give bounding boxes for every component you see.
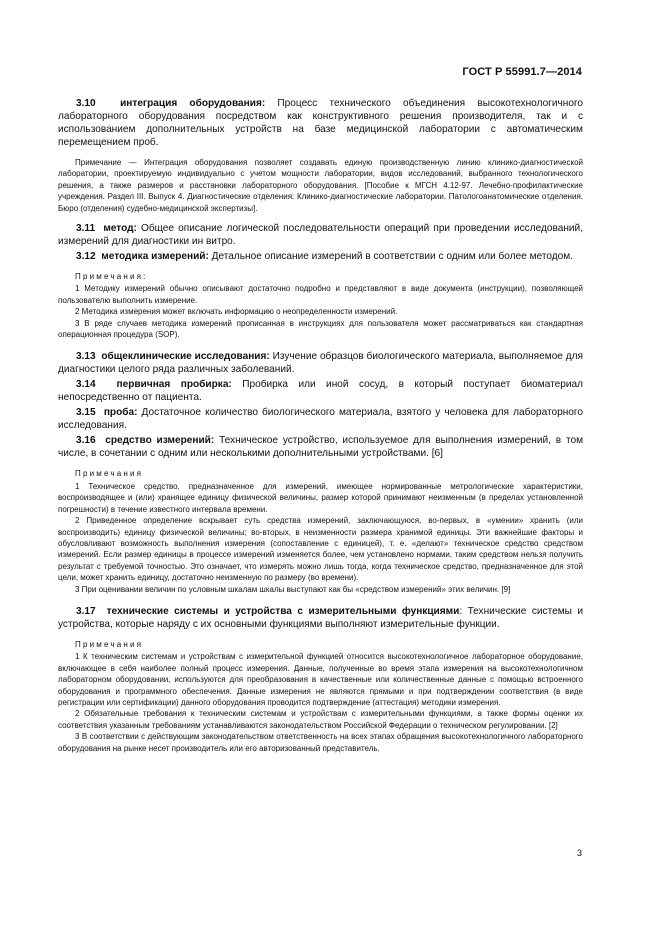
definition-3-12	[58, 250, 583, 340]
definition-text	[58, 250, 583, 263]
definition-body: Общее описание логической последовательности операций при проведении исследований, измерений для диагностики ин витро.	[58, 223, 583, 248]
definition-body: Техническое устройство, используемое для выполнения измерений, в том числе, в сочетании с одним или несколькими дополнительными устройствами. [6]	[58, 435, 584, 460]
note-item: 1 Методику измерений обычно описывают достаточно подробно и представляют в виде документа (инструкции), позволяющей пользователю выполнить измерение.	[58, 284, 583, 305]
definition-3-10	[58, 97, 583, 214]
note-item: Примечание — Интеграция оборудования позволяет создавать единую производственную линию клинико-диагностической лаборатории, проектируемую индивидуально с учетом мощности лаборатории, видов исследований, выбранного технологического решения, а также размеров и расстановки лабораторного оборудования. [Пособие к МГСН 4.12-97. Лечебно-профилактические учреждения. Раздел III. Выпуск 4. Диагностические отделения: Клинико-диагностические лаборатории. Патологоанатомические отделения. Бюро (отделения) судебно-медицинской экспертизы].	[58, 158, 583, 213]
note-item: 1 К техническим системам и устройствам с измерительной функцией относится высокотехнологичное лабораторное оборудование, включающее в себя наиболее полный процесс измерения. Данные, полученные во время этапа измерения на высокотехнологичном лабораторном оборудовании, используются для преобразования в качественные или количественные данные с помощью встроенного оборудования и программного обеспечения. Данные измерения не являются прямыми и при подтверждении соответствия (в виде регистрации или сертификации) данного оборудования проводится подтверждение (аттестация) методики измерения.	[58, 652, 583, 707]
note-item: 3 В ряде случаев методика измерений прописанная в инструкциях для пользователя может рассматриваться как стандартная операционная процедура (SOP).	[58, 318, 583, 340]
definition-term-label: первичная пробирка:	[116, 379, 232, 391]
definition-text	[58, 350, 583, 376]
definition-term	[76, 606, 459, 617]
definition-term-label: проба:	[103, 407, 138, 419]
definition-number: 3.15	[76, 407, 96, 419]
definition-term	[76, 379, 232, 390]
definition-term-label: технические системы и устройства с измерительными функциями	[106, 605, 460, 617]
note-item: 2 Методика измерения может включать информацию о неопределенности измерений.	[75, 307, 398, 317]
definition-text	[58, 605, 583, 631]
definition-term	[76, 251, 209, 262]
definition-number: 3.10	[76, 98, 96, 109]
definition-text	[58, 97, 583, 149]
definition-term-label: метод:	[103, 223, 137, 235]
page-number: 3	[576, 848, 582, 858]
definition-body: Процесс технического объединения высокотехнологичного лабораторного оборудования посредством как конструктивного решения производителя, так и с использованием дополнительных устройств на базе медицинской лаборатории с автоматическим перемещением проб.	[58, 98, 584, 148]
definition-text	[58, 378, 583, 404]
definition-term-label: интеграция оборудования:	[120, 98, 266, 109]
definition-term-label: общеклинические исследования:	[101, 351, 270, 363]
definition-3-17	[58, 605, 583, 754]
note-item: 1 Техническое средство, предназначенное для измерений, имеющее нормированные метрологические характеристики, воспроизводящее и (или) хранящее единицу физической величины, размер которой принимают неизменным (в пределах установленной погрешности) в течение известного интервала времени.	[58, 481, 583, 514]
notes-heading: Примечания	[75, 469, 144, 479]
definition-body: Достаточное количество биологического материала, взятого у человека для лабораторного исследования.	[58, 407, 583, 432]
notes-block	[58, 271, 583, 340]
definition-number: 3.13	[76, 351, 96, 363]
definition-3-14	[58, 378, 583, 404]
definition-term	[76, 351, 270, 362]
definition-text	[58, 222, 583, 248]
document-body	[58, 97, 583, 762]
document-id-header: ГОСТ Р 55991.7—2014	[462, 66, 582, 78]
definition-term	[76, 223, 137, 234]
definition-body: Пробирка или иной сосуд, в который поступает биоматериал непосредственно от пациента.	[58, 379, 583, 404]
definition-3-13	[58, 350, 583, 376]
definition-number: 3.17	[76, 605, 96, 617]
note-item: 2 Приведенное определение вскрывает суть средства измерений, заключающуюся, во-первых, в «умении» хранить (или воспроизводить) единицу физической величины; во-вторых, в неизменности размера хранимой единицы. Эти важнейшие факторы и обусловливают возможность выполнения измерения (сопоставление с единицей), т. е. «делают» техническое средство средством измерений. Если размер единицы в процессе измерений изменяется более, чем установлено нормами, таким средством нельзя получить результат с требуемой точностью. Это означает, что измерять можно лишь тогда, когда техническое средство, предназначенное для этой цели, может хранить единицу, достаточно неизменную по размеру (во времени).	[58, 516, 583, 583]
note-item: 2 Обязательные требования к техническим системам и устройствам с измерительными функциями, а также формы оценки их соответствия указанным требованиям устанавливаются законодательством Российской Федерации о техническом регулировании. [2]	[58, 709, 583, 730]
definition-number: 3.12	[76, 251, 96, 263]
definition-number: 3.14	[76, 379, 96, 391]
definition-body: : Технические системы и устройства, которые наряду с их основными функциями выполняют измерительные функции.	[58, 605, 583, 630]
definition-text	[58, 434, 583, 460]
definition-3-16	[58, 434, 583, 594]
definition-number: 3.16	[76, 435, 96, 447]
definition-term-label: методика измерений:	[101, 251, 209, 263]
definition-3-11	[58, 222, 583, 248]
notes-heading: Примечания	[75, 639, 144, 649]
definition-body: Изучение образцов биологического материала, выполняемое для диагностики целого ряда различных заболеваний.	[58, 351, 584, 376]
notes-block	[58, 639, 583, 754]
definition-term	[76, 407, 137, 418]
definition-term-label: средство измерений:	[105, 435, 215, 447]
definition-body: Детальное описание измерений в соответствии с одним или более методом.	[211, 251, 573, 263]
definition-number: 3.11	[76, 223, 96, 235]
note-item: 3 При оценивании величин по условным шкалам шкалы выступают как бы «средством измерений» этих величин. [9]	[75, 584, 511, 594]
definition-3-15	[58, 406, 583, 432]
definition-term	[76, 98, 265, 109]
definition-text	[58, 406, 583, 432]
definition-term	[76, 435, 214, 446]
notes-block	[58, 468, 583, 594]
notes-block	[58, 157, 583, 214]
notes-heading: Примечания:	[75, 272, 148, 282]
note-item: 3 В соответствии с действующим законодательством ответственность на всех этапах обращения высокотехнологичного лабораторного оборудования на рынке несет производитель или его авторизованный представитель.	[58, 732, 583, 753]
